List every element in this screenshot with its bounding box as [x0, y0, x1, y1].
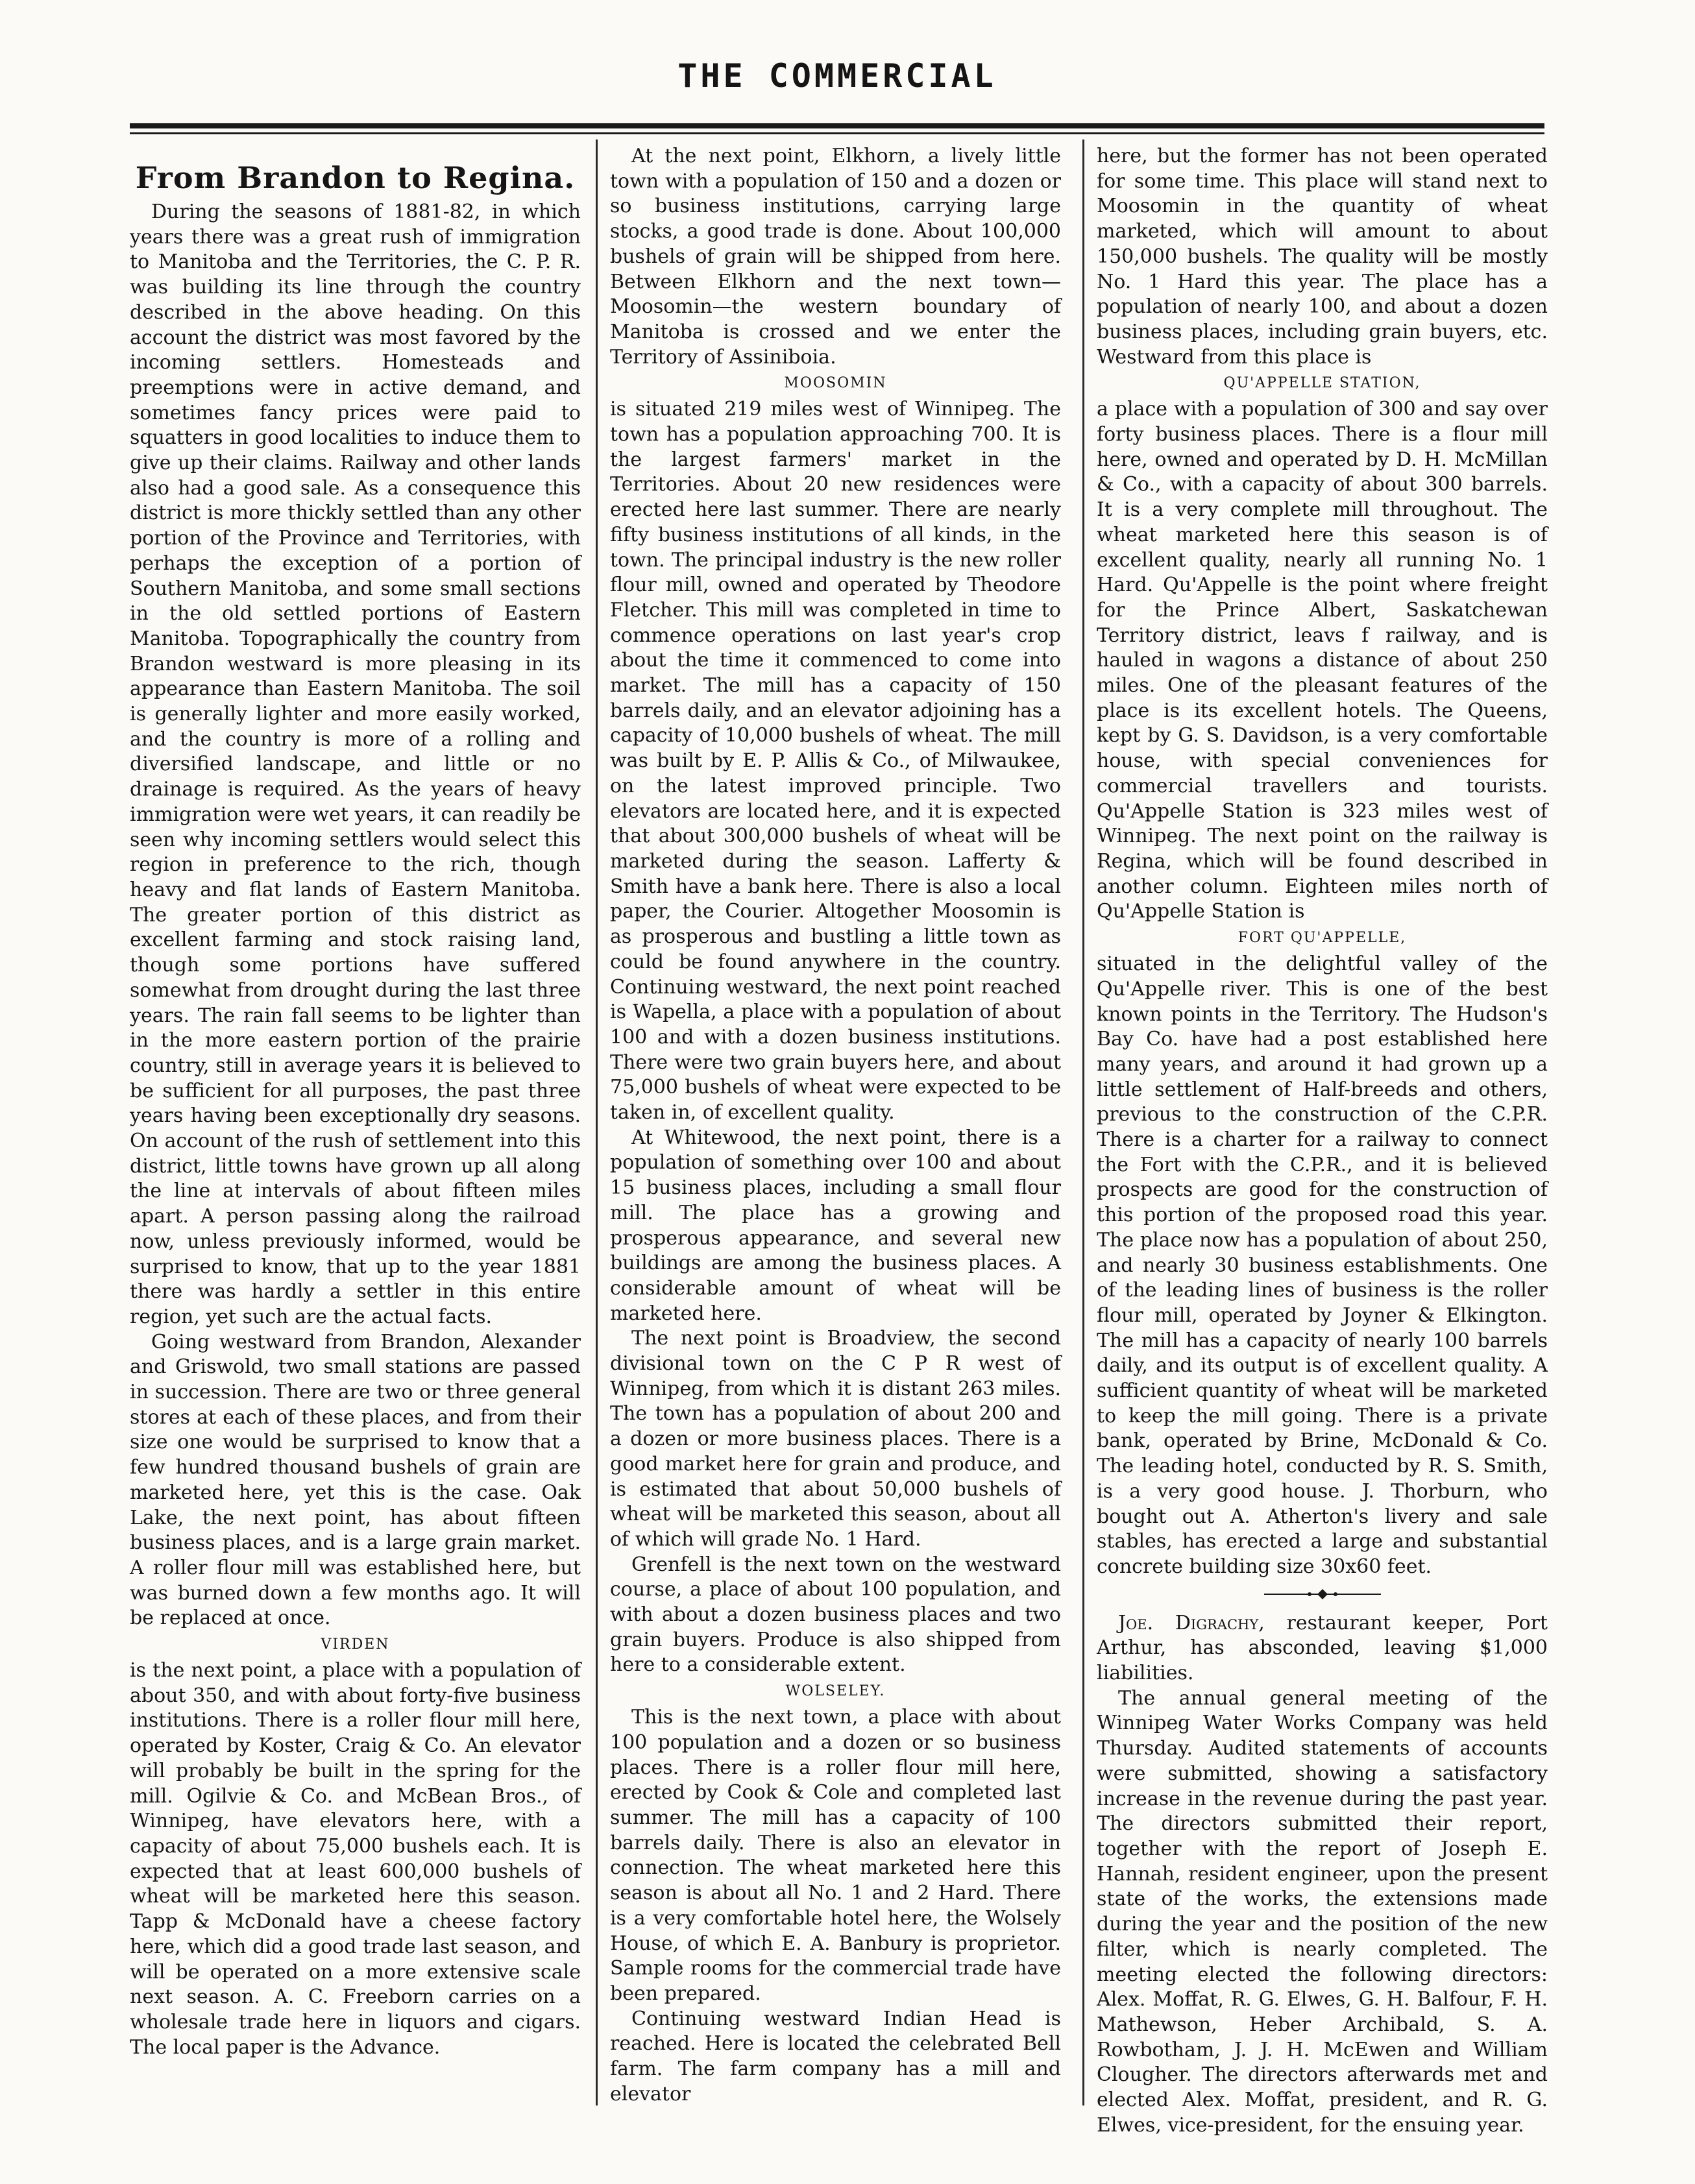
article-paragraph: a place with a population of 300 and say over forty business places. There is a flour mill here, owned and operated by D. H. McMillan & Co., with a capacity of about 300 barrels. It is a very complete mill throughout. The wheat marketed here this season is of excellent quality, nearly all running No. 1 Hard. Qu'Appelle is the point where freight for the Prince Albert, Saskatchewan Territory district, leavs f railway, and is hauled in wagons a distance of about 250 miles. One of the pleasant features of the place is its excellent hotels. The Queens, kept by G. S. Davidson, is a very comfortable house, with special conveniences for commercial travellers and tourists. Qu'Appelle Station is 323 miles west of Winnipeg. The next point on the railway is Regina, which will be found described in another column. Eighteen miles north of Qu'Appelle Station is [1097, 398, 1548, 923]
masthead-rule-thick [130, 123, 1544, 128]
masthead: THE COMMERCIAL [677, 57, 997, 95]
article-paragraph: situated in the delightful valley of the Qu'Appelle river. This is one of the best known points in the Territory. The Hudson's Bay Co. have had a post established here many years, and around it had grown up a little settlement of Half-breeds and others, previous to the construction of the C.P.R. There is a charter for a railway to connect the Fort with the C.P.R., and it is believed prospects are good for the construction of this portion of the proposed road this year. The place now has a population of about 250, and nearly 30 business establishments. One of the leading lines of business is the roller flour mill, operated by Joyner & Elkington. The mill has a capacity of nearly 100 barrels daily, and its output is of excellent quality. A sufficient quantity of wheat will be marketed to keep the mill going. There is a private bank, operated by Brine, McDonald & Co. The leading hotel, conducted by R. S. Smith, is a very good house. J. Thorburn, who bought out A. Atherton's livery and sale stables, has erected a large and substantial concrete building size 30x60 feet. [1097, 952, 1548, 1578]
article-paragraph: is the next point, a place with a population of about 350, and with about forty-five business institutions. There is a roller flour mill here, operated by Koster, Craig & Co. An elevator will probably be built in the spring for the mill. Ogilvie & Co. and McBean Bros., of Winnipeg, have elevators here, with a capacity of about 75,000 bushels each. It is expected that at least 600,000 bushels of wheat will be marketed here this season. Tapp & McDonald have a cheese factory here, which did a good trade last season, and will be operated on a more extensive scale next season. A. C. Freeborn carries on a wholesale trade here in liquors and cigars. The local paper is the Advance. [130, 1659, 581, 2059]
masthead-rule-thin [130, 132, 1544, 134]
column-2 [610, 144, 1061, 2105]
column-1 [130, 144, 581, 2097]
article-paragraph: Going westward from Brandon, Alexander and Griswold, two small stations are passed in succession. There are two or three general stores at each of these places, and from their size one would be surprised to know that a few hundred thousand bushels of grain are marketed here, yet this is the case. Oak Lake, the next point, has about fifteen business places, and is a large grain market. A roller flour mill was established here, but was burned down a few months ago. It will be replaced at once. [130, 1330, 581, 1630]
section-heading-quappelle-station: QU'APPELLE STATION, [1223, 375, 1421, 392]
article-title: From Brandon to Regina. [135, 160, 576, 195]
section-ornament [1097, 1586, 1548, 1602]
article-paragraph: This is the next town, a place with about 100 population and a dozen or so business places. There is a roller flour mill here, erected by Cook & Cole and completed last summer. The mill has a capacity of 100 barrels daily. There is also an elevator in connection. The wheat marketed here this season is about all No. 1 and 2 Hard. There is a very comfortable hotel here, the Wolsely House, of which E. A. Banbury is proprietor. Sample rooms for the commercial trade have been prepared. [610, 1706, 1061, 2005]
article-paragraph: Continuing westward Indian Head is reached. Here is located the celebrated Bell farm. The farm company has a mill and elevator [610, 2007, 1061, 2105]
article-paragraph: here, but the former has not been operated for some time. This place will stand next to Moosomin in the quantity of wheat marketed, which will amount to about 150,000 bushels. The quality will be mostly No. 1 Hard this year. The place has a population of nearly 100, and about a dozen business places, including grain buyers, etc. Westward from this place is [1097, 145, 1548, 369]
article-paragraph: During the seasons of 1881-82, in which years there was a great rush of immigration to Manitoba and the Territories, the C. P. R. was building its line through the country described in the above heading. On this account the district was most favored by the incoming settlers. Homesteads and preemptions were in active demand, and sometimes fancy prices were paid to squatters in good localities to induce them to give up their claims. Railway and other lands also had a good sale. As a consequence this district is more thickly settled than any other portion of the Province and Territories, with perhaps the exception of a portion of Southern Manitoba, and some small sections in the old settled portions of Eastern Manitoba. Topographically the country from Brandon westward is more pleasing in its appearance than Eastern Manitoba. The soil is generally lighter and more easily worked, and the country is more of a rolling and diversified landscape, and little or no drainage is required. As the years of heavy immigration were wet years, it can readily be seen why incoming settlers would select this region in preference to the rich, though heavy and flat lands of Eastern Manitoba. The greater portion of this district as excellent farming and stock raising land, though some portions have suffered somewhat from drought during the last three years. The rain fall seems to be lighter than in the more eastern portion of the prairie country, still in average years it is believed to be sufficient for all purposes, the past three years having been exceptionally dry seasons. On account of the rush of settlement into this district, little towns have grown up all along the line at intervals of about fifteen miles apart. A person passing along the railroad now, unless previously informed, would be surprised to know, that up to the year 1881 there was hardly a settler in this entire region, yet such are the actual facts. [130, 200, 581, 1328]
column-divider [596, 140, 598, 2105]
section-heading-moosomin: MOOSOMIN [784, 375, 887, 392]
column-divider [1082, 140, 1084, 2105]
notice-text: restaurant keeper, Port Arthur, has absconded, leaving $1,000 liabilities. [1097, 1611, 1548, 1685]
article-paragraph: At Whitewood, the next point, there is a population of something over 100 and about 15 business places, including a small flour mill. The place has a growing and prosperous appearance, and several new buildings are among the business places. A considerable amount of wheat will be marketed here. [610, 1126, 1061, 1325]
notice-name: Joe. Digrachy, [1118, 1611, 1265, 1634]
article-paragraph: The next point is Broadview, the second divisional town on the C P R west of Winnipeg, from which it is distant 263 miles. The town has a population of about 200 and a dozen or more business places. There is a good market here for grain and produce, and is estimated that about 50,000 bushels of wheat will be marketed this season, about all of which will grade No. 1 Hard. [610, 1327, 1061, 1551]
column-3 [1097, 144, 1548, 2137]
section-heading-wolseley: WOLSELEY. [785, 1683, 886, 1700]
section-heading-virden: VIRDEN [321, 1636, 390, 1653]
notice-digrachy [1097, 1611, 1548, 1686]
section-heading-fort-quappelle: FORT QU'APPELLE, [1238, 930, 1407, 947]
notice-waterworks: The annual general meeting of the Winnipeg Water Works Company was held Thursday. Audited statements of accounts were submitted, showing a satisfactory increase in the revenue during the past year. The directors submitted their report, together with the report of Joseph E. Hannah, resident engineer, upon the present state of the works, the extensions made during the year and the position of the new filter, which is nearly completed. The meeting elected the following directors: Alex. Moffat, R. G. Elwes, G. H. Balfour, F. H. Mathewson, Heber Archibald, S. A. Rowbotham, J. J. H. McEwen and William Clougher. The directors afterwards met and elected Alex. Moffat, president, and R. G. Elwes, vice-president, for the ensuing year. [1097, 1686, 1548, 2137]
article-paragraph: At the next point, Elkhorn, a lively little town with a population of 150 and a dozen or so business institutions, carrying large stocks, a good trade is done. About 100,000 bushels of grain will be shipped from here. Between Elkhorn and the next town—Moosomin—the western boundary of Manitoba is crossed and we enter the Territory of Assiniboia. [610, 145, 1061, 369]
article-paragraph: is situated 219 miles west of Winnipeg. The town has a population approaching 700. It is the largest farmers' market in the Territories. About 20 new residences were erected here last summer. There are nearly fifty business institutions of all kinds, in the town. The principal industry is the new roller flour mill, owned and operated by Theodore Fletcher. This mill was completed in time to commence operations on last year's crop about the time it commenced to come into market. The mill has a capacity of 150 barrels daily, and an elevator adjoining has a capacity of 10,000 bushels of wheat. The mill was built by E. P. Allis & Co., of Milwaukee, on the latest improved principle. Two elevators are located here, and it is expected that about 300,000 bushels of wheat will be marketed during the season. Lafferty & Smith have a bank here. There is also a local paper, the Courier. Altogether Moosomin is as prosperous and bustling a little town as could be found anywhere in the country. Continuing westward, the next point reached is Wapella, a place with a population of about 100 and with a dozen business institutions. There were two grain buyers here, and about 75,000 bushels of wheat were expected to be taken in, of excellent quality. [610, 398, 1061, 1124]
article-paragraph: Grenfell is the next town on the westward course, a place of about 100 population, and with about a dozen business places and two grain buyers. Produce is also shipped from here to a considerable extent. [610, 1553, 1061, 1677]
